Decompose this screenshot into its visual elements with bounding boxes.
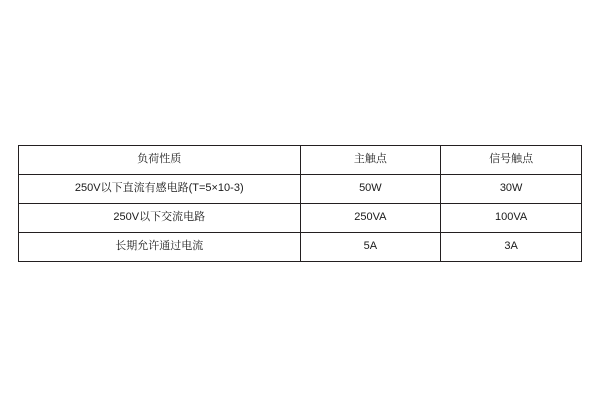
- table-row: [19, 175, 582, 204]
- column-header-main-contact: 主触点: [300, 146, 441, 175]
- cell-load-type: 250V以下直流有感电路(T=5×10-3): [19, 175, 301, 204]
- table-header-row: [19, 146, 582, 175]
- cell-main-contact: 5A: [300, 233, 441, 262]
- table-row: [19, 233, 582, 262]
- spec-table: [18, 145, 582, 262]
- cell-signal-contact: 30W: [441, 175, 582, 204]
- spec-table-container: [18, 145, 582, 262]
- column-header-signal-contact: 信号触点: [441, 146, 582, 175]
- cell-load-type: 长期允许通过电流: [19, 233, 301, 262]
- column-header-load-type: 负荷性质: [19, 146, 301, 175]
- cell-main-contact: 250VA: [300, 204, 441, 233]
- table-row: [19, 204, 582, 233]
- cell-signal-contact: 3A: [441, 233, 582, 262]
- cell-load-type: 250V以下交流电路: [19, 204, 301, 233]
- cell-main-contact: 50W: [300, 175, 441, 204]
- cell-signal-contact: 100VA: [441, 204, 582, 233]
